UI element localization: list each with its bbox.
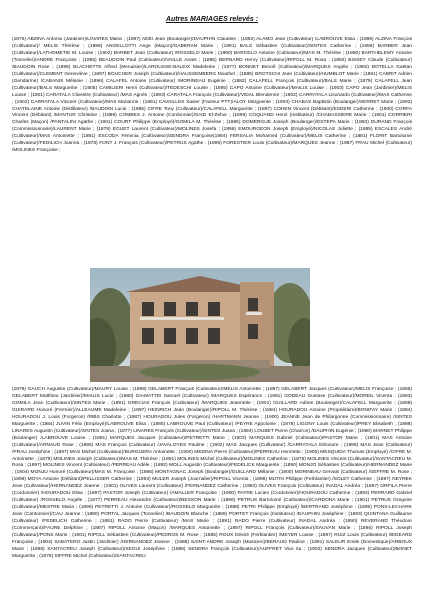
marriages-list-part2: (1878) GAUCH Augustin (Cultivateur)/MAURY Louise ; (1898) GELABERT François (Cultivateur)/MELIS Antoinette ; (1897) GELABERT Jacques (Cultivateur)/MELIS Françoise ; (1895) GELABERT Matthieu (Jardinier)/MAILIS Lucie ; (1880) GIAMATTEI Samuel (Cultivateur) /MARQUES Espérance ; (1881) GODEAU Gustave (Cultivateur)/MOREIL Vicenta ; (1883) GOMILA Jean (Cultivateur)/SINTES Marie ; (1891) GRECIAS François (Cultivateur) /MARQUES Jeannette ; (1901) GUILLARD Adrien (Boulanger)/CALAFELL Marguerite ; (1898) GUIRARD Honoré (Fermier)/ALLEAUME Madeleine ; (1897) HEINRICH Jean (Boulanger)/RIPOLL M. Thérèse ; (1884) HOURADOU Antoine (Propriétaire)/BONIFAY Marie ; (1894) HOURADOU J. Louis (Forgeron) /RIBS Charlotte ; (1887) HOURADOU Jules (Forgeron) /HARTMANN Jeanne ; (1900) JEANNE Jean de Philargonne (Commissionnaire) /SINTES Marguerite ; (1884) JUVIN Félix (Employé)/LABROUVE Elisa ; (1885) LABROUVE Paul (Cultivateur) /PEYRE Appolonie ; (1878) LIGONY Louis (Cultivateur)/PREY Elisabeth ; (1888) LINARES Augustin (Cultivateur)/SINTES Joana ; (1877) LINARES François (Cultivateur)/SINTES Juana ; (1884) LOUBET Pierre (Charron) /DAUPHIN Eugénie ; (1880) MARNET Philippe (Boulanger) /LABROUVE Louise ; (1881) MARQUES Jacques (Cultivateur)/PETRETTI Marie ; (1903) MARQUES Gabriel (Cultivateur)/PASTOR Marie ; (1901) MAS Antoine (Cultivateur)/ARNAUD Rose ; (1895) MAS François (Cultivateur) /JAVALOYES Pauline ; (1902) MAS Jacques (Cultivateur) /CARRATALA Eléonore ; (1896) MAS Jean (Cultivateur) /PRAU Joséphine ; (1897) MAS Michel (Cultivateur)/BURGUERA Antoinette ; (1900) MEDINA Pierre (Cultivateur)/PERREAU Henriette ; (1905) MESQUIDA Thomas (Employé) /CIFRE M. Antoinette ; (1878) MOLINES Joseph (Cultivateur)/MAS M. Thérèse ; (1891) MOLINES Michel (Cultivateur)/MOLINES Catherine ; (1876) MOLINES Vincent (Cultivateur)/SANTACREU M. Rosa ; (1897) MOLINES Vincent (Cultivateur) /PERREAU Adèle ; (1892) MOLL Augustin (Cultivateur)/FEDELICK Marguerite ; (1890) MONJO Sébastien (Cultivateur)/HERNANDEZ Marie ; (1904) MONJU Honoré (Cultivateur)/MAS M. Françoise ; (1896) MONTAGNAC Joseph (Boulanger)/GUILLARD Mélanie ; (1900) MORINEAU Gervais (Cultivateur) /SEFFRE M. Rose ; (1896) MOYA Antoine (Débitant)/PELLISSER Catherine ; (1893) MULER Joseph (Journalier)/RIPOLL Vicenta ; (1898) MUTIN Philippe (Ferblantier) /SOLET Catherine ; (1897) NEYREK Jean (Cultivateur)/HERNANDEZ Jeanne ; (1901) OLIVES Laurent (Cultivateur) /FERNANDEZ Catherine ; (1883) OLIVES François (Cultivateur) /NADAL Andréa ; (1897) ORFILA Pierre (Cordonnier) /HOURADOU Elisa ; (1897) PASTOR Joseph (Cultivateur) /AMALLER Françoise ; (1900) PAYRE Lucien (Cordonnier)/HOURADOU Catherine ; (1893) PERRARD Gabriel (Cultivateur) /ROSSELO Angèle ; (1877) PERREAU Alexandre (Cultivateur)/BESSON Marie ; (1896) PETRUS Bartolomé (Cultivateur)/CARDONA Marie ; (1901) PETRUS Gregoire (Cultivateur)/MESTRE Maria ; (1899) PETRETTI J. Antoine (Cultivateur)/ROSSELO Marguerite ; (1888) PETRI Philippe (Employé) /BERTRAND Joséphine ; (1896) PONS-LECHARK Jean (Cantonnier)/CAU Jeanne ; (1880) PORTAL Jacques (Tonnelier) /BAUDOIN Blanche ; (1889) PORTET François (Instituteur) /DAUPHIN Joséphine ; (1893) QUINTANA Guillaume (Cultivateur) /FEDELICH Catherine ; (1881) RADO Pierre (Cultivateur) /MAS Marie ; (1891) RADO Pierre (Cultivateur) /NADAL Andréa ; (1890) REVERAND Théodore (Commerçant)/FAURE Delphine ; (1887) RIPOLL Antoine (Maçon) /MARQUES Antoinette ; (1897) RIPOLL François (Cultivateur)/SAUVAN Marie ; (1895) RIPOLL Joseph (Cultivateur)/PONS Marie ; (1901) RIPOLL Sébastien (Cultivateur)/PEDROS M. Rose ; (1885) ROUX Désiré (Ferblantier) /MEYER Louise ; (1897) RUIZ Louis (Cultivateur) /BIGEARD Françoise ; (1904) SABATERO Justin (Jardinier) /HERNANDEZ Jeanne ; (1888) SAINT-ANDRE Joseph (Musicien)/BERAUD Pauline ; (1891) SALEUR Emile (Domestique)/ARBOUX Marie ; (1898) SANTACREU Joseph (Cultivateur)/SEGUI Joséphine ; (1886) SENDRA François (Cultivateur)/AUFFRET Vice ita ; (1902) SENDRA Jacques (Cultivateur)/BONET Marguerite ; (1876) SIFFRE Michel (Cultivateur)/SANTACREU (12, 387, 412, 559)
marriages-list-part1: (1876) ABZINA Antonio (Jardinier)/LINARES Maria ; (1897) AEBI Jean (Boulanger)/DAUPHIN Claudine ; (1892) ALAMO Jean (Cultivateur) /LABROUVE Elisa ; (1888) ALZINA François (Cultivateur)/ MELIS Thérèse ; (1898) ANGELLOTTI Ange (Maçon)/GABERAN Marie ; (1891) BALS Sébastien (Cultivateur)/SINTES Catherine ; (1896) BARBER Jean (Cultivateur)/LATHOMETIE M. Louise ; (1902) BARBET Jean (Cultivateur) /ROSSELO Marie ; (1890) BARCELO Antoine (Cultivateur)/MAS M. Thérèse ; (1880) BARTHELEMY Antoine (Tonnelier)/ANDRE Françoise ; (1895) BEAUDOIN Paul (Cultivateur)/VAILLE Anaïs ; (1885) BERNARD Henry (Cultivateur)/RIPOLL M. Rosa ; (1892) BISSEY Claude (Cultivateur) /BAUDOIN Rose ; (1899) BLACHETTE Alfred (Menuisier)/LAROUSSE-BALEIX Madeleine ; (1877) BONNET Benoît (Cultivateur)/MARQUES Angèle ; (1882) BOTELLA Gaëtan (Cultivateur)/CLEMENT Geneviève ; (1897) BOUCHER Joseph (Cultivateur)/HAUSSEMBERG Mouthel ; (1885) BROTSCHI Jean (Cultivateur)/HUMBLOT Marie ; (1891) CABRIT Adrien (Gendarme) /CABANIS Mélanie ; (1896) CALAFEL Antoine (Cultivateur) /MORINEAU Eugénie ; (1882) CALAFELL François (Cultivateur)/BALS Marie ; (1879) CALAFELL Jean (Cultivateur)/BALS Marguerite ; (1905) CAMILIERI Henri (Cultivateur)/TEDESCHI Louise ; (1895) CAPO Antoine (Cultivateur)/MAILIS Louise ; (1903) CAPO Jean (Jardinier)/MELIS Louise ; (1901) CARATALA Clivestre (Cultivateur) /MAS Agnès ; (1893) CARATALA François (Cultivateur)/VIDAL Blendenne ; (1902) CARRATALA Lisonardo (Cultivateur)/MAS Catherine ; (1902) CARRATALA Vincent (Cultivateur)/MAS Marianne ; (1891) CAVAILLES Xavier (Facteur PTT)/ALOY Marguerite ; (1903) CHABAS Baptistin (Boulanger)/SERRET Marie ; (1892) CHATELAINE Antoine (Distillateur) /BAUDOIN Lucie ; (1885) CIFRE Tony (Cultivateur)/CALAFELL Marguerite ; (1897) COHEN Vincent (Débitant)/ESDERI Catherine ; (1900) CORFA Vincent (Débitant) /MANTUR Christine ; (1889) COMBES J. Antoine (Cordonnier)/SAID El-Zehor ; (1899) COQUAND Henri (Instituteur) /CHABASSIERE Marie ; (1901) CORRIERI Charles (Maçon) /PANTALINI Agathe ; (1901) COURT Philippe (Employé)/GOMILA M. Thérèse ; (1885) DOMERGUE Joseph (Boulanger)/ESTEPA Marie ; (1883) DURAND François (Commissionnaire)/LAURENT Marie ; (1878) EGUET Laurent (Cultivateur)/MOLINES Josefa ; (1898) EMOURGEON Joseph (Employé)/NICOLAS Juliette ; (1885) ESCALES André (Cultivateur)/MAS Antoinette ; (1881) ESCODA Féminia (Cultivateur)/SENDRA Françoise(1884) FERSALIA Mohamed (Cultivateur)/MELIS Catherine ; (1881) FLORIT Bartolomé (Cultivateur)/FEDILICH Joanna ; (1878) FONT J. François (Cultivateur)/PETRUS Agathe ; (1895) FORESTIER Louis (Cultivateur)/MARQUES Jeanne ; (1887) FRAU Michel (Cultivateur) /MOLINES Françoise ; (12, 37, 412, 154)
building-photo (90, 268, 310, 382)
page-title: Autres MARIAGES relevés : (165, 16, 259, 23)
